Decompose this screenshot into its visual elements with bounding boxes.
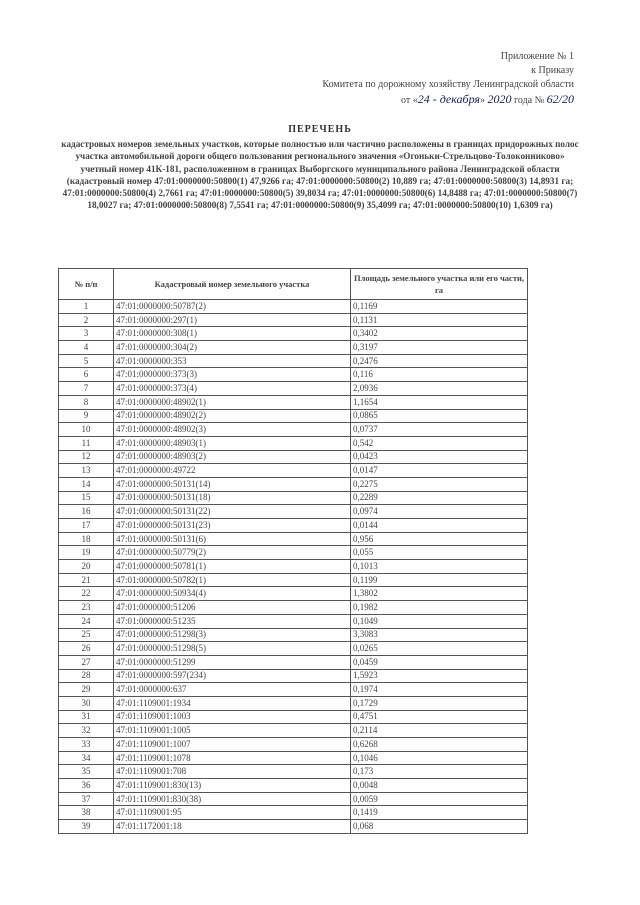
header-area: Площадь земельного участка или его части, га [351, 269, 528, 300]
table-row [59, 779, 528, 793]
table-row [59, 587, 528, 601]
document-title-block [60, 124, 580, 212]
row-area: 0,0737 [351, 423, 528, 437]
row-number: 23 [59, 601, 114, 615]
appendix-order-ref: к Приказу [531, 65, 574, 76]
row-area: 0,3197 [351, 341, 528, 355]
row-area: 0,1013 [351, 560, 528, 574]
row-cadastral-number: 47:01:0000000:50934(4) [114, 587, 351, 601]
table-row [59, 820, 528, 834]
appendix-committee: Комитета по дорожному хозяйству Ленинградской области [322, 79, 574, 90]
row-area: 0,1131 [351, 313, 528, 327]
table-row [59, 505, 528, 519]
row-number: 26 [59, 642, 114, 656]
row-number: 29 [59, 683, 114, 697]
table-row [59, 642, 528, 656]
row-cadastral-number: 47:01:0000000:50781(1) [114, 560, 351, 574]
row-number: 20 [59, 560, 114, 574]
row-area: 0,2275 [351, 477, 528, 491]
table-row [59, 409, 528, 423]
row-cadastral-number: 47:01:0000000:49722 [114, 464, 351, 478]
row-area: 0,3402 [351, 327, 528, 341]
row-area: 0,0423 [351, 450, 528, 464]
row-number: 13 [59, 464, 114, 478]
row-area: 0,173 [351, 765, 528, 779]
row-number: 31 [59, 710, 114, 724]
table-row [59, 368, 528, 382]
row-cadastral-number: 47:01:1109001:1934 [114, 696, 351, 710]
row-area: 0,0147 [351, 464, 528, 478]
row-area: 0,1974 [351, 683, 528, 697]
table-row [59, 300, 528, 314]
table-row [59, 436, 528, 450]
row-number: 24 [59, 614, 114, 628]
row-area: 0,4751 [351, 710, 528, 724]
parcels-table [58, 268, 528, 834]
row-cadastral-number: 47:01:1109001:830(13) [114, 779, 351, 793]
table-row [59, 601, 528, 615]
table-row [59, 696, 528, 710]
row-cadastral-number: 47:01:0000000:50787(2) [114, 300, 351, 314]
table-row [59, 341, 528, 355]
row-area: 0,1982 [351, 601, 528, 615]
row-cadastral-number: 47:01:1109001:708 [114, 765, 351, 779]
row-area: 0,6268 [351, 738, 528, 752]
date-prefix: от « [400, 95, 418, 106]
header-number: № п/п [59, 269, 114, 300]
table-row [59, 464, 528, 478]
row-cadastral-number: 47:01:0000000:51235 [114, 614, 351, 628]
document-description: кадастровых номеров земельных участков, которые полностью или частично расположены в границах придорожных полос участка автомобильной дороги общего пользования регионального значения «Огоньки-Стрельцово-Толоконниково» учетный номер 41К-181, расположенном в границах Выборгского муниципального района Ленинградской области (кадастровый номер 47:01:0000000:50800(1) 47,9266 га; 47:01:0000000:50800(2) 10,889 га; 47:01:0000000:50800(3) 14,8931 га; 47:01:0000000:50800(4) 2,7661 га; 47:01:0000000:50800(5) 39,8034 га; 47:01:0000000:50800(6) 14,8488 га; 47:01:0000000:50800(7) 18,0027 га; 47:01:0000000:50800(8) 7,5541 га; 47:01:0000000:50800(9) 35,4099 га; 47:01:0000000:50800(10) 1,6309 га) [61, 139, 579, 211]
row-number: 15 [59, 491, 114, 505]
row-cadastral-number: 47:01:0000000:51299 [114, 655, 351, 669]
table-row [59, 710, 528, 724]
table-row [59, 614, 528, 628]
table-row [59, 683, 528, 697]
handwritten-order-number: 62/20 [546, 92, 574, 106]
row-number: 34 [59, 751, 114, 765]
row-cadastral-number: 47:01:1109001:1007 [114, 738, 351, 752]
row-cadastral-number: 47:01:0000000:50131(6) [114, 532, 351, 546]
table-row [59, 628, 528, 642]
row-cadastral-number: 47:01:0000000:50131(14) [114, 477, 351, 491]
row-number: 27 [59, 655, 114, 669]
row-area: 3,3083 [351, 628, 528, 642]
row-area: 0,956 [351, 532, 528, 546]
row-number: 19 [59, 546, 114, 560]
appendix-header [322, 50, 574, 108]
row-area: 0,0144 [351, 519, 528, 533]
table-row [59, 655, 528, 669]
row-number: 10 [59, 423, 114, 437]
row-number: 37 [59, 792, 114, 806]
table-row [59, 792, 528, 806]
appendix-number: Приложение № 1 [500, 51, 574, 62]
table-row [59, 532, 528, 546]
table-row [59, 423, 528, 437]
table-row [59, 477, 528, 491]
row-cadastral-number: 47:01:0000000:50131(18) [114, 491, 351, 505]
year-suffix: года № [514, 95, 545, 106]
row-number: 25 [59, 628, 114, 642]
handwritten-date: 24 - декабря [417, 92, 481, 106]
row-number: 16 [59, 505, 114, 519]
row-area: 0,1046 [351, 751, 528, 765]
row-number: 17 [59, 519, 114, 533]
row-cadastral-number: 47:01:0000000:48903(1) [114, 436, 351, 450]
table-row [59, 395, 528, 409]
row-number: 32 [59, 724, 114, 738]
row-cadastral-number: 47:01:0000000:48903(2) [114, 450, 351, 464]
table-row [59, 724, 528, 738]
row-cadastral-number: 47:01:0000000:373(4) [114, 382, 351, 396]
table-row [59, 327, 528, 341]
table-row [59, 738, 528, 752]
row-cadastral-number: 47:01:0000000:597(234) [114, 669, 351, 683]
row-number: 22 [59, 587, 114, 601]
row-number: 38 [59, 806, 114, 820]
row-area: 0,0265 [351, 642, 528, 656]
row-area: 0,2114 [351, 724, 528, 738]
row-cadastral-number: 47:01:1109001:1003 [114, 710, 351, 724]
row-cadastral-number: 47:01:1109001:95 [114, 806, 351, 820]
row-area: 0,0048 [351, 779, 528, 793]
row-area: 0,116 [351, 368, 528, 382]
table-header-row [59, 269, 528, 300]
table-row [59, 450, 528, 464]
row-number: 36 [59, 779, 114, 793]
row-number: 6 [59, 368, 114, 382]
row-cadastral-number: 47:01:0000000:48902(1) [114, 395, 351, 409]
appendix-date-line: от «24 - декабря» 2020 года № 62/20 [400, 92, 574, 106]
row-cadastral-number: 47:01:0000000:373(3) [114, 368, 351, 382]
row-cadastral-number: 47:01:0000000:353 [114, 354, 351, 368]
row-area: 0,0059 [351, 792, 528, 806]
row-cadastral-number: 47:01:0000000:304(2) [114, 341, 351, 355]
row-number: 18 [59, 532, 114, 546]
row-number: 7 [59, 382, 114, 396]
row-area: 0,0459 [351, 655, 528, 669]
table-row [59, 313, 528, 327]
table-row [59, 765, 528, 779]
row-number: 11 [59, 436, 114, 450]
row-number: 1 [59, 300, 114, 314]
table-row [59, 751, 528, 765]
row-area: 0,1169 [351, 300, 528, 314]
row-cadastral-number: 47:01:0000000:50782(1) [114, 573, 351, 587]
row-area: 0,068 [351, 820, 528, 834]
row-cadastral-number: 47:01:1109001:830(38) [114, 792, 351, 806]
row-area: 0,2289 [351, 491, 528, 505]
row-number: 5 [59, 354, 114, 368]
row-cadastral-number: 47:01:0000000:50131(22) [114, 505, 351, 519]
row-cadastral-number: 47:01:0000000:48902(2) [114, 409, 351, 423]
handwritten-year: 2020 [487, 92, 512, 106]
row-area: 0,2476 [351, 354, 528, 368]
table-row [59, 519, 528, 533]
row-number: 12 [59, 450, 114, 464]
table-row [59, 491, 528, 505]
document-title: ПЕРЕЧЕНЬ [288, 124, 352, 135]
header-cadastral: Кадастровый номер земельного участка [114, 269, 351, 300]
table-row [59, 382, 528, 396]
row-number: 33 [59, 738, 114, 752]
row-area: 0,1049 [351, 614, 528, 628]
row-area: 0,1729 [351, 696, 528, 710]
row-area: 0,0865 [351, 409, 528, 423]
row-number: 21 [59, 573, 114, 587]
table-row [59, 806, 528, 820]
row-area: 0,1199 [351, 573, 528, 587]
row-area: 2,0936 [351, 382, 528, 396]
row-number: 8 [59, 395, 114, 409]
row-area: 0,542 [351, 436, 528, 450]
row-number: 2 [59, 313, 114, 327]
table-row [59, 669, 528, 683]
row-cadastral-number: 47:01:0000000:297(1) [114, 313, 351, 327]
row-area: 0,1419 [351, 806, 528, 820]
row-number: 9 [59, 409, 114, 423]
table-row [59, 546, 528, 560]
row-cadastral-number: 47:01:1109001:1078 [114, 751, 351, 765]
row-cadastral-number: 47:01:1172001:18 [114, 820, 351, 834]
row-number: 30 [59, 696, 114, 710]
row-number: 28 [59, 669, 114, 683]
table-body [59, 300, 528, 834]
row-number: 14 [59, 477, 114, 491]
row-area: 0,055 [351, 546, 528, 560]
row-number: 4 [59, 341, 114, 355]
row-area: 1,5923 [351, 669, 528, 683]
row-cadastral-number: 47:01:0000000:50131(23) [114, 519, 351, 533]
row-cadastral-number: 47:01:0000000:51298(3) [114, 628, 351, 642]
row-area: 1,1654 [351, 395, 528, 409]
row-area: 0,0974 [351, 505, 528, 519]
row-cadastral-number: 47:01:0000000:637 [114, 683, 351, 697]
row-number: 3 [59, 327, 114, 341]
table-row [59, 560, 528, 574]
row-cadastral-number: 47:01:0000000:50779(2) [114, 546, 351, 560]
row-number: 39 [59, 820, 114, 834]
row-number: 35 [59, 765, 114, 779]
row-cadastral-number: 47:01:0000000:48902(3) [114, 423, 351, 437]
row-cadastral-number: 47:01:0000000:51206 [114, 601, 351, 615]
table-row [59, 354, 528, 368]
row-cadastral-number: 47:01:0000000:308(1) [114, 327, 351, 341]
row-cadastral-number: 47:01:1109001:1005 [114, 724, 351, 738]
row-area: 1,3802 [351, 587, 528, 601]
row-cadastral-number: 47:01:0000000:51298(5) [114, 642, 351, 656]
table-row [59, 573, 528, 587]
